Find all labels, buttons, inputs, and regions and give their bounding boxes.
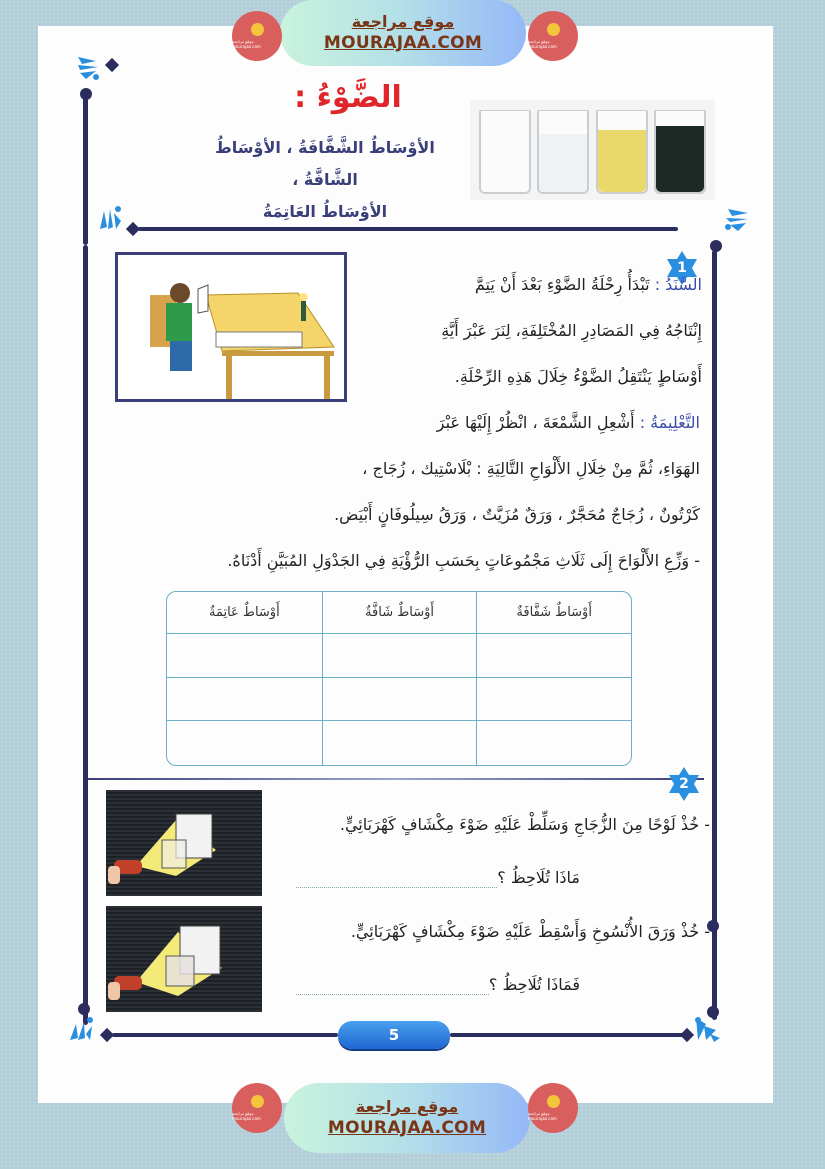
banner-arabic-text: موقع مراجعة (351, 12, 455, 31)
juice-glass (596, 110, 648, 194)
table-cell[interactable] (167, 721, 322, 765)
step-1-text: - خُذْ لَوْحًا مِنَ الزُّجَاجِ وَسَلِّطْ عَلَيْهِ ضَوْءَ مِكْشَافٍ كَهْرَبَائِيٍّ. (339, 815, 710, 834)
frame-left-bar (83, 245, 88, 1025)
table-cell[interactable] (167, 634, 322, 678)
question-1: مَاذَا تُلَاحِظُ ؟ (497, 868, 580, 887)
site-banner-top[interactable] (280, 0, 526, 66)
page-number: 5 (338, 1021, 450, 1049)
table-cell[interactable] (167, 678, 322, 722)
classification-table (166, 591, 632, 766)
banner-arabic-text: موقع مراجعة (355, 1097, 459, 1116)
answer-line-2[interactable] (296, 981, 489, 995)
sanad-paragraph: السَّنَدُ : تَبْدَأُ رِحْلَةُ الضَّوْءِ بَعْدَ أَنْ يَتِمَّ إِنْتَاجُهُ فِي المَصَادِرِ المُخْتَلِفَةِ، لِنَرَ عَبْرَ أَيَّةِ أَوْسَاطٍ يَنْتَقِلُ الضَّوْءُ خِلَالَ هَذِهِ الرِّحْلَةِ. (441, 275, 702, 386)
frame-right-bar (712, 250, 717, 1020)
question-2: فَمَاذَا تُلَاحِظُ ؟ (488, 975, 580, 994)
site-logo-right[interactable]: موقع مراجعة mourajaa.com (528, 11, 578, 61)
corner-ornament-icon (724, 205, 750, 231)
glasses-photo (470, 100, 715, 200)
table-header-opaque: أَوْسَاطٌ عَاتِمَةٌ (167, 592, 322, 634)
water-glass (537, 110, 589, 194)
site-logo-right-bottom[interactable]: موقع مراجعة mourajaa.com (528, 1083, 578, 1133)
candle-experiment-illustration (115, 252, 347, 402)
knob-ornament (78, 1003, 90, 1015)
instruction-label: التَّعْلِيمَةُ : (639, 413, 700, 432)
book-icon (251, 23, 264, 36)
banner-domain-link[interactable]: MOURAJAA.COM (327, 1118, 487, 1138)
instruction-paragraph: التَّعْلِيمَةُ : أَشْعِلِ الشَّمْعَةَ ، انْظُرْ إِلَيْهَا عَبْرَ (436, 413, 700, 432)
frame-bottom-left-bar (112, 1033, 338, 1037)
book-icon (547, 23, 560, 36)
corner-ornament-icon (68, 1016, 94, 1042)
instruction-paragraph-continued: الهَوَاءِ، ثُمَّ مِنْ خِلَالِ الأَلْوَاحِ التَّالِيَةِ : بْلَاسْتِيك ، زُجَاج ، كَرْتُونٌ ، زُجَاجٌ مُحَجَّرٌ ، وَرَقٌ مُزَيَّتٌ ، وَرَقُ سِيلُوفَانٍ أَبْيَض. - وَزِّعِ الأَلْوَاحَ إِلَى ثَلَاثِ مَجْمُوعَاتٍ بِحَسَبِ الرُّؤْيَةِ فِي الجَدْوَلِ المُبَيَّنِ أَدْنَاهُ. (110, 446, 700, 584)
book-icon (547, 1095, 560, 1108)
empty-glass (479, 110, 531, 194)
section-1-badge: 1 (664, 250, 700, 286)
table-cell[interactable] (322, 721, 477, 765)
frame-left-top-bar (83, 95, 88, 245)
site-logo-left-bottom[interactable]: موقع مراجعة mourajaa.com (232, 1083, 282, 1133)
corner-ornament-icon (694, 1016, 720, 1042)
table-cell[interactable] (322, 634, 477, 678)
sanad-label: السَّنَدُ : (654, 275, 702, 294)
table-cell[interactable] (476, 678, 631, 722)
corner-ornament-icon (76, 55, 102, 81)
sorting-task: - وَزِّعِ الأَلْوَاحَ إِلَى ثَلَاثِ مَجْمُوعَاتٍ بِحَسَبِ الرُّؤْيَةِ فِي الجَدْوَلِ المُبَيَّنِ أَدْنَاهُ. (227, 551, 700, 570)
table-header-translucent: أَوْسَاطٌ شَافَّةٌ (322, 592, 477, 634)
step-2-text: - خُذْ وَرَقَ الأُنْسُوخِ وَأَسْقِطْ عَلَيْهِ ضَوْءَ مِكْشَافٍ كَهْرَبَائِيٍّ. (350, 922, 710, 941)
corner-ornament-icon (96, 205, 122, 231)
site-logo-left[interactable]: موقع مراجعة mourajaa.com (232, 11, 282, 61)
table-cell[interactable] (476, 634, 631, 678)
answer-line-1[interactable] (296, 874, 497, 888)
section-2-badge: 2 (666, 766, 702, 802)
banner-domain-link[interactable]: MOURAJAA.COM (323, 33, 483, 53)
question-1-row (290, 868, 580, 888)
question-2-row (290, 975, 580, 995)
site-banner-bottom[interactable] (284, 1083, 530, 1153)
table-cell[interactable] (476, 721, 631, 765)
book-icon (251, 1095, 264, 1108)
dark-liquid-glass (654, 110, 706, 194)
section-divider (88, 778, 704, 780)
frame-bottom-right-bar (450, 1033, 685, 1037)
table-header-transparent: أَوْسَاطٌ شَفَّافَةٌ (476, 592, 631, 634)
flashlight-glass-photo (106, 790, 262, 896)
lesson-title: الضَّوْءُ : (294, 80, 402, 115)
lesson-subtitle: الأوْسَاطُ الشَّفَّافَةُ ، الأوْسَاطُ الشَّافَّةُ ، الأوْسَاطُ العَاتِمَةُ (215, 138, 435, 221)
table-cell[interactable] (322, 678, 477, 722)
flashlight-tracing-paper-photo (106, 906, 262, 1012)
